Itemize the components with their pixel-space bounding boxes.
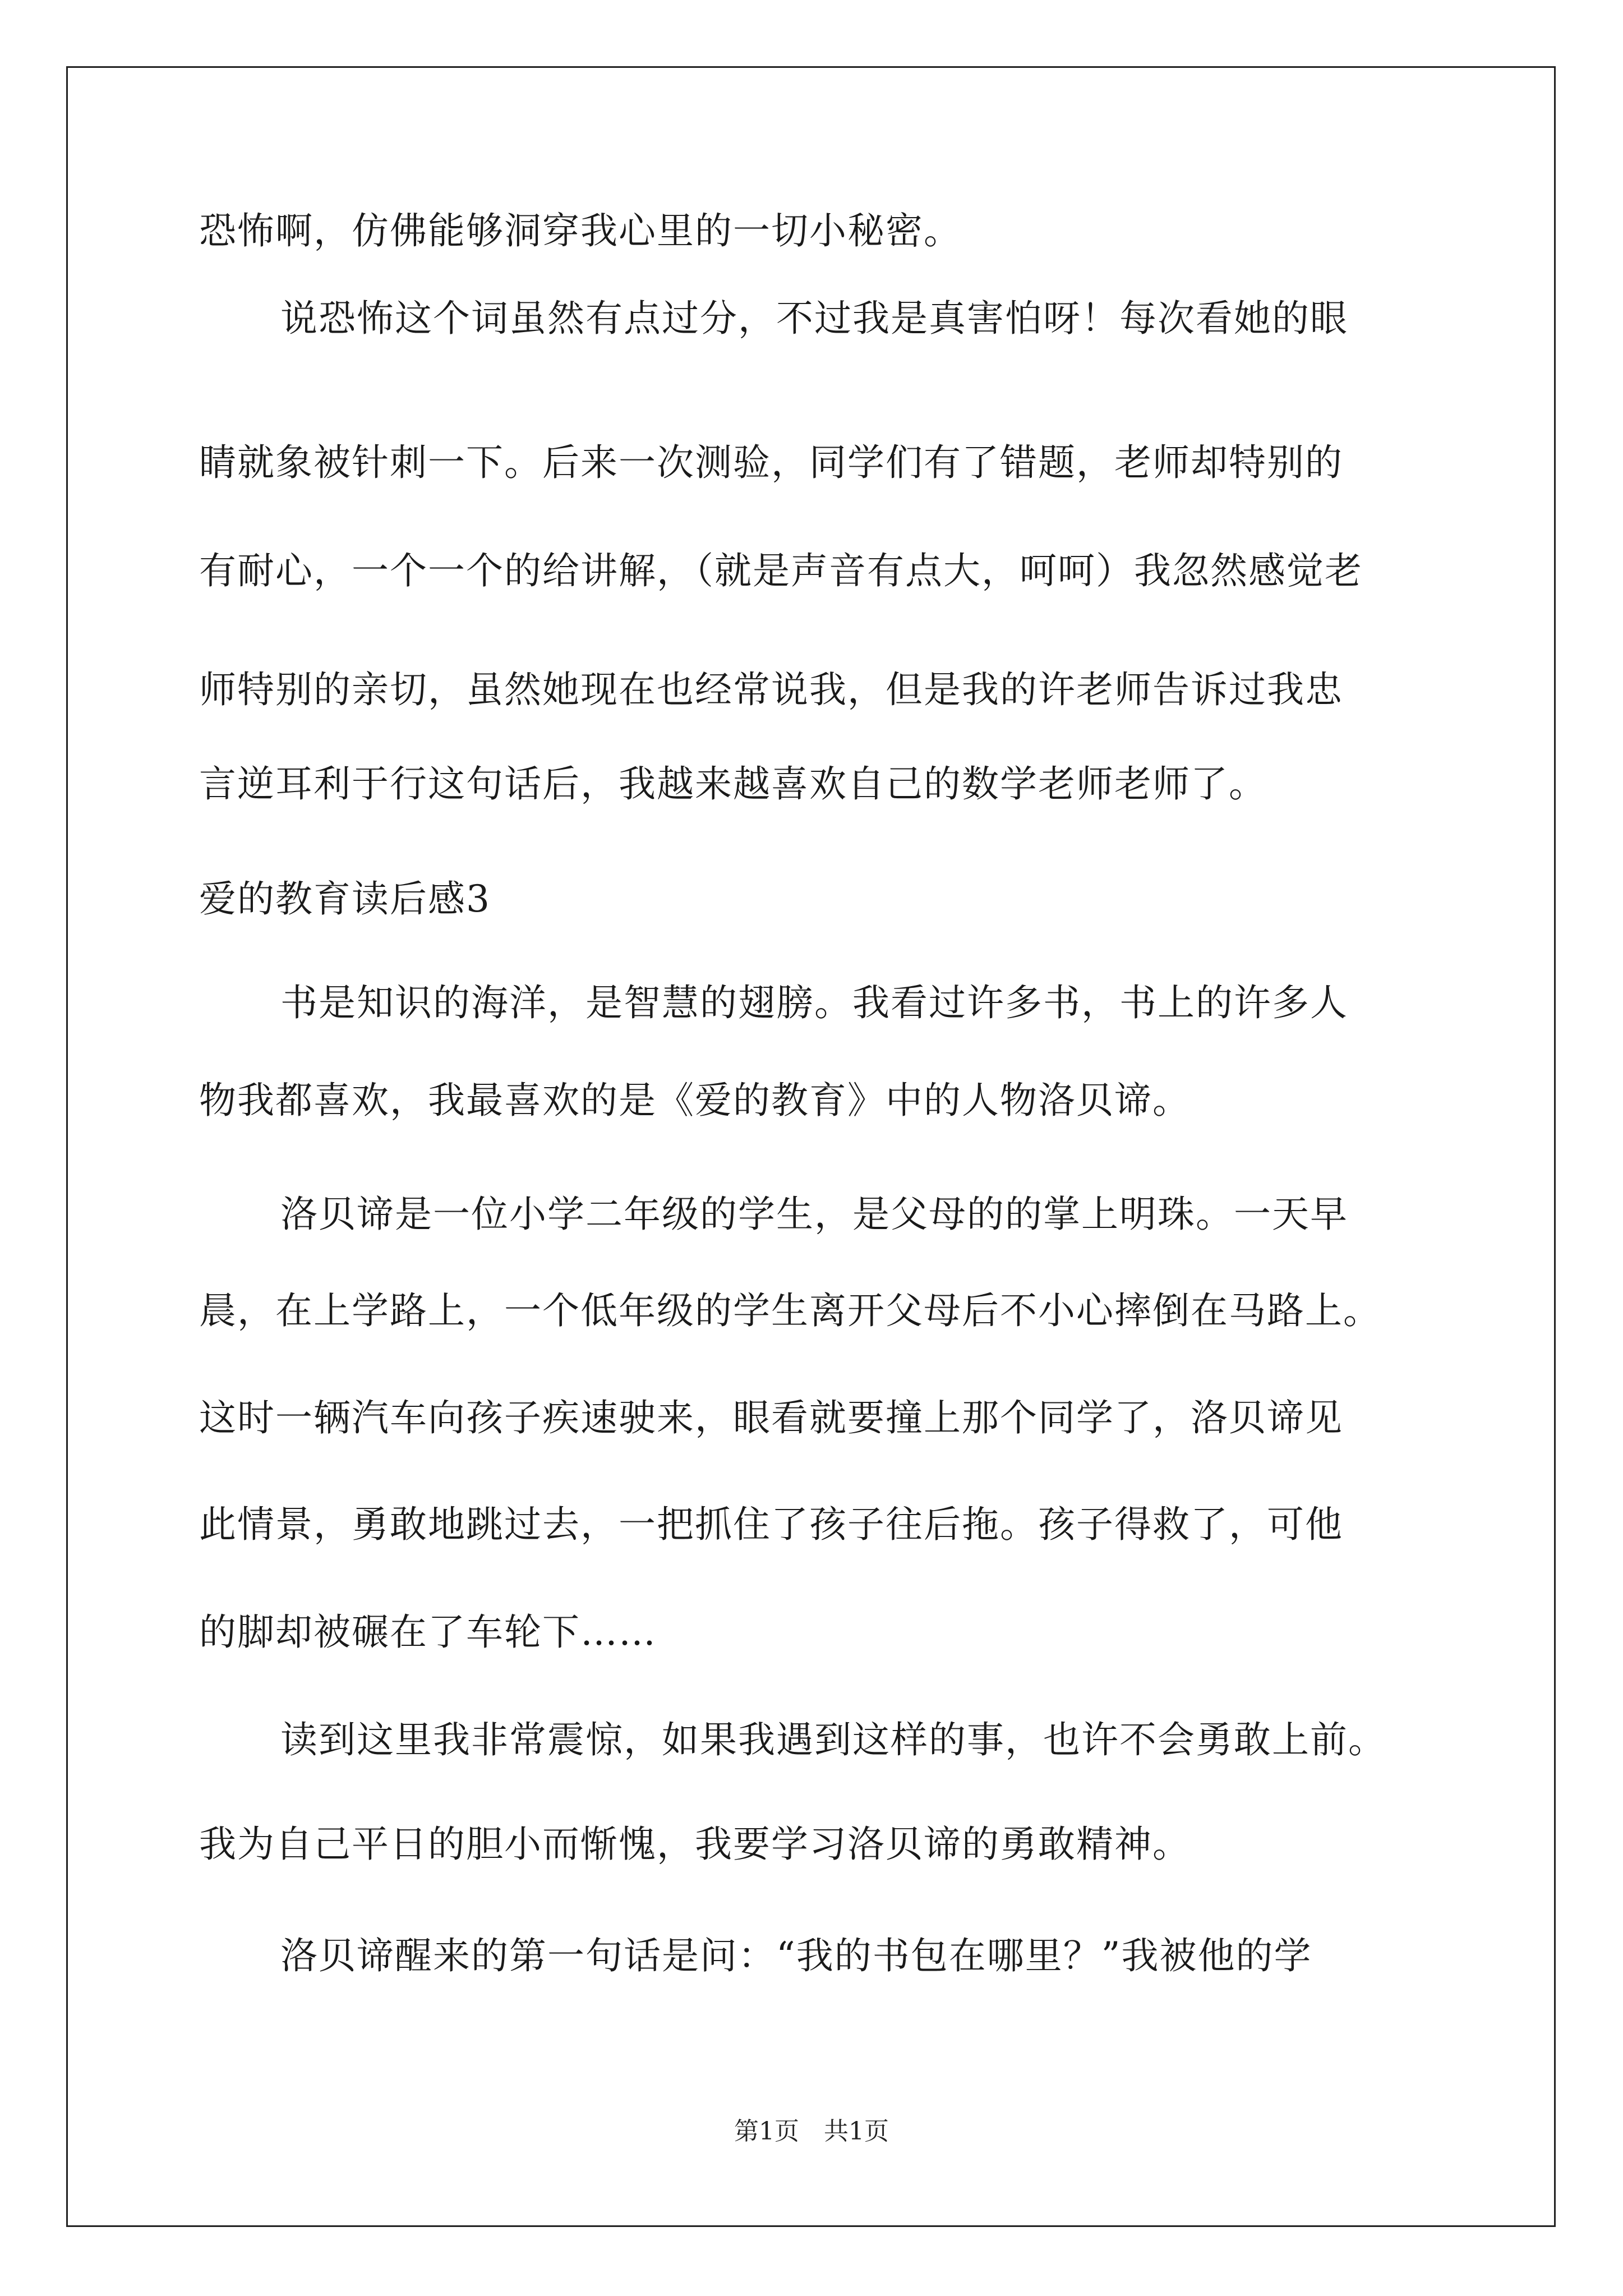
text-line: 我为自己平日的胆小而惭愧，我要学习洛贝谛的勇敢精神。 bbox=[199, 1823, 1191, 1866]
page-border bbox=[66, 66, 1556, 2227]
text-line: 说恐怖这个词虽然有点过分，不过我是真害怕呀！每次看她的眼 bbox=[280, 297, 1348, 340]
text-line: 睛就象被针刺一下。后来一次测验，同学们有了错题，老师却特别的 bbox=[199, 441, 1343, 484]
text-line: 恐怖啊，仿佛能够洞穿我心里的一切小秘密。 bbox=[199, 209, 962, 252]
page-number: 第1页 共1页 bbox=[734, 2117, 889, 2146]
text-line: 师特别的亲切，虽然她现在也经常说我，但是我的许老师告诉过我忠 bbox=[199, 668, 1343, 711]
text-line: 洛贝谛是一位小学二年级的学生，是父母的的掌上明珠。一天早 bbox=[280, 1193, 1348, 1236]
text-line: 言逆耳利于行这句话后，我越来越喜欢自己的数学老师老师了。 bbox=[199, 762, 1267, 806]
text-line: 这时一辆汽车向孩子疾速驶来，眼看就要撞上那个同学了，洛贝谛见 bbox=[199, 1396, 1343, 1439]
text-line: 的脚却被碾在了车轮下…… bbox=[199, 1611, 657, 1654]
text-line: 此情景，勇敢地跳过去，一把抓住了孩子往后拖。孩子得救了，可他 bbox=[199, 1503, 1343, 1546]
text-line: 物我都喜欢，我最喜欢的是《爱的教育》中的人物洛贝谛。 bbox=[199, 1079, 1191, 1122]
text-line: 有耐心，一个一个的给讲解，（就是声音有点大，呵呵）我忽然感觉老 bbox=[199, 549, 1363, 592]
section-heading: 爱的教育读后感3 bbox=[199, 877, 491, 921]
text-line: 读到这里我非常震惊，如果我遇到这样的事，也许不会勇敢上前。 bbox=[280, 1718, 1386, 1761]
text-line: 洛贝谛醒来的第一句话是问：“我的书包在哪里？”我被他的学 bbox=[280, 1934, 1312, 1977]
text-line: 晨，在上学路上，一个低年级的学生离开父母后不小心摔倒在马路上。 bbox=[199, 1289, 1381, 1332]
text-line: 书是知识的海洋，是智慧的翅膀。我看过许多书，书上的许多人 bbox=[280, 981, 1348, 1024]
